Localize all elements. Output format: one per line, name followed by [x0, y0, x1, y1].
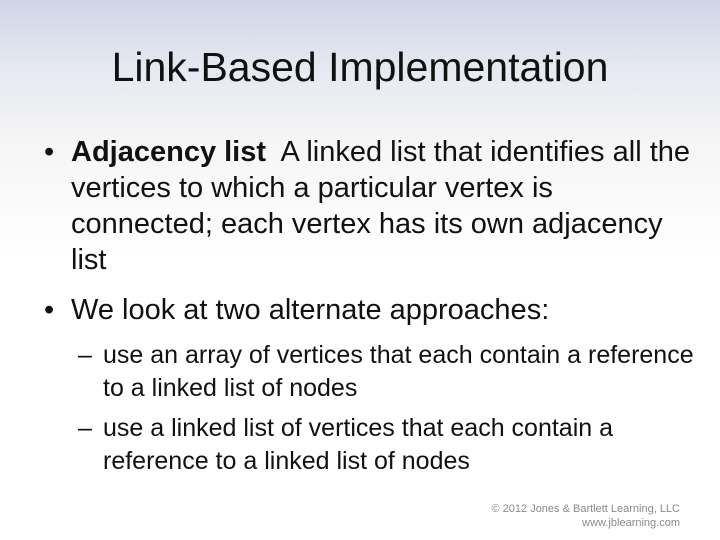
bullet-text — [71, 134, 694, 278]
slide-title: Link-Based Implementation — [111, 44, 609, 90]
copyright-text: © 2012 Jones & Bartlett Learning, LLC — [491, 503, 680, 515]
sub-bullet-text: use a linked list of vertices that each contain a reference to a linked list of nodes — [103, 414, 614, 475]
bullet-approaches — [44, 292, 694, 328]
bullet-term: Adjacency list — [71, 136, 267, 168]
sub-bullet-marker: – — [78, 341, 92, 369]
bullet-text: We look at two alternate approaches: — [71, 294, 550, 326]
bullet-marker: • — [44, 294, 55, 326]
sub-bullet-marker: – — [78, 414, 92, 442]
sub-bullet-text: use an array of vertices that each contain a reference to a linked list of nodes — [103, 341, 694, 402]
bullet-adjacency-list — [44, 134, 694, 278]
bullet-definition: A linked list that identifies all the vertices to which a particular vertex is connected; each vertex has its own adjacency list — [71, 136, 691, 276]
publisher-url: www.jblearning.com — [582, 517, 680, 529]
bullet-marker: • — [44, 136, 55, 168]
copyright-notice — [492, 502, 681, 530]
sub-bullet-array-approach — [78, 339, 698, 405]
sub-bullet-linked-list-approach — [78, 412, 698, 478]
